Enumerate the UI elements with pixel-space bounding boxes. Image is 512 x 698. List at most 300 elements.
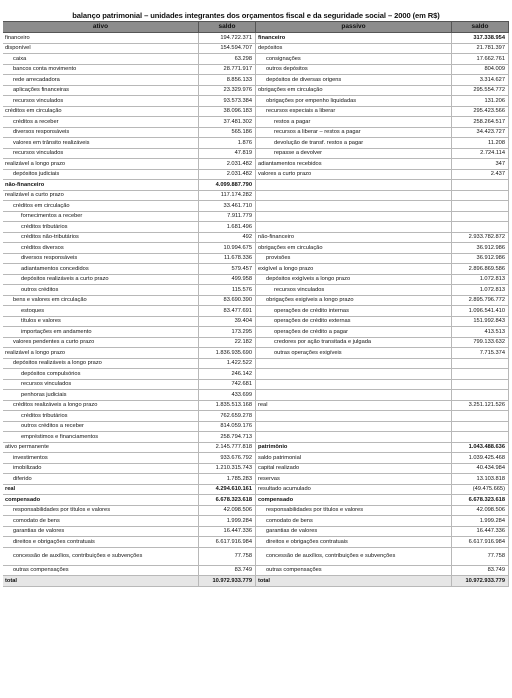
ativo-row-label: recursos vinculados xyxy=(3,380,199,390)
ativo-row xyxy=(3,443,256,454)
passivo-row-value: 6.617.916.984 xyxy=(452,537,509,547)
ativo-row xyxy=(3,264,256,275)
ativo-row-value: 77.758 xyxy=(199,548,256,565)
ativo-row-value: 1.835.513.168 xyxy=(199,401,256,411)
passivo-row-value xyxy=(452,201,509,211)
passivo-row xyxy=(256,317,509,328)
passivo-row-value: 13.103.818 xyxy=(452,474,509,484)
ativo-row xyxy=(3,548,256,566)
ativo-row-label: outros créditos a receber xyxy=(3,422,199,432)
ativo-row xyxy=(3,401,256,412)
passivo-row-label xyxy=(256,432,452,442)
ativo-row-label: depósitos judiciais xyxy=(3,170,199,180)
passivo-row xyxy=(256,275,509,286)
ativo-row-value: 83.477.691 xyxy=(199,306,256,316)
header-ativo-saldo: saldo xyxy=(199,22,256,32)
passivo-row-value: 258.264.517 xyxy=(452,117,509,127)
ativo-row-label: diversos responsáveis xyxy=(3,128,199,138)
ativo-row xyxy=(3,201,256,212)
ativo-row xyxy=(3,128,256,139)
ativo-row-value: 1.422.522 xyxy=(199,359,256,369)
passivo-row-label: obrigações em circulação xyxy=(256,86,452,96)
ativo-row-value: 39.404 xyxy=(199,317,256,327)
passivo-row xyxy=(256,306,509,317)
ativo-row-value: 1.785.283 xyxy=(199,474,256,484)
ativo-row-label: penhoras judiciais xyxy=(3,390,199,400)
passivo-row-label: credores por ação transitada e julgada xyxy=(256,338,452,348)
passivo-row-value: 347 xyxy=(452,159,509,169)
ativo-row xyxy=(3,317,256,328)
passivo-row xyxy=(256,222,509,233)
ativo-row-value: 16.447.336 xyxy=(199,527,256,537)
ativo-row-value: 8.856.133 xyxy=(199,75,256,85)
ativo-row-value: 1.876 xyxy=(199,138,256,148)
ativo-row-value: 762.659.278 xyxy=(199,411,256,421)
ativo-row-value: 814.059.176 xyxy=(199,422,256,432)
passivo-row xyxy=(256,86,509,97)
passivo-row xyxy=(256,359,509,370)
passivo-row xyxy=(256,54,509,65)
passivo-row-value: 2.895.796.772 xyxy=(452,296,509,306)
ativo-row xyxy=(3,506,256,517)
passivo-row-label xyxy=(256,380,452,390)
ativo-row xyxy=(3,369,256,380)
ativo-row xyxy=(3,65,256,76)
ativo-row-label: fornecimentos a receber xyxy=(3,212,199,222)
passivo-row-label: saldo patrimonial xyxy=(256,453,452,463)
ativo-row xyxy=(3,474,256,485)
passivo-row-value: 21.781.397 xyxy=(452,44,509,54)
passivo-row-value: 1.072.813 xyxy=(452,275,509,285)
passivo-row-label: recursos a liberar – restos a pagar xyxy=(256,128,452,138)
ativo-row-label: direitos e obrigações contratuais xyxy=(3,537,199,547)
ativo-row-value: 11.678.336 xyxy=(199,254,256,264)
ativo-row-label: realizável a curto prazo xyxy=(3,191,199,201)
ativo-column xyxy=(3,33,256,587)
ativo-row-label: realizável a longo prazo xyxy=(3,348,199,358)
passivo-row-label: recursos especiais a liberar xyxy=(256,107,452,117)
ativo-row xyxy=(3,390,256,401)
ativo-row-value: 33.461.710 xyxy=(199,201,256,211)
passivo-row xyxy=(256,369,509,380)
passivo-row-label: reservas xyxy=(256,474,452,484)
passivo-row-value xyxy=(452,212,509,222)
passivo-row-value: 42.098.506 xyxy=(452,506,509,516)
passivo-row-label: compensado xyxy=(256,495,452,505)
passivo-row-value xyxy=(452,380,509,390)
ativo-row-value: 10.994.675 xyxy=(199,243,256,253)
passivo-row xyxy=(256,506,509,517)
passivo-row-label: responsabilidades por títulos e valores xyxy=(256,506,452,516)
ativo-row xyxy=(3,338,256,349)
ativo-row-label: garantias de valores xyxy=(3,527,199,537)
ativo-row-label: não-financeiro xyxy=(3,180,199,190)
ativo-row-label: créditos tributários xyxy=(3,222,199,232)
passivo-row-label: consignações xyxy=(256,54,452,64)
ativo-row-value: 2.145.777.818 xyxy=(199,443,256,453)
ativo-row-label: créditos em circulação xyxy=(3,201,199,211)
ativo-row xyxy=(3,117,256,128)
ativo-row-label: total xyxy=(3,576,199,586)
page-title: balanço patrimonial – unidades integrantes dos orçamentos fiscal e da seguridade social – 2000 (em R$) xyxy=(72,11,440,20)
passivo-row-value: 3.314.627 xyxy=(452,75,509,85)
ativo-row-label: créditos tributários xyxy=(3,411,199,421)
ativo-row-value: 42.098.506 xyxy=(199,506,256,516)
passivo-row-label: não-financeiro xyxy=(256,233,452,243)
passivo-row-value: 413.513 xyxy=(452,327,509,337)
passivo-row-label: provisões xyxy=(256,254,452,264)
ativo-row xyxy=(3,432,256,443)
ativo-row-value: 10.972.933.779 xyxy=(199,576,256,586)
passivo-row xyxy=(256,380,509,391)
ativo-row-value: 6.617.916.984 xyxy=(199,537,256,547)
passivo-row xyxy=(256,107,509,118)
passivo-row xyxy=(256,149,509,160)
ativo-row-value: 933.676.792 xyxy=(199,453,256,463)
ativo-row-value: 2.031.482 xyxy=(199,170,256,180)
passivo-row-value: 7.715.374 xyxy=(452,348,509,358)
ativo-row-value: 83.690.390 xyxy=(199,296,256,306)
passivo-row xyxy=(256,422,509,433)
passivo-row-value: 11.208 xyxy=(452,138,509,148)
passivo-row xyxy=(256,453,509,464)
passivo-row-label: operações de crédito a pagar xyxy=(256,327,452,337)
passivo-row-label xyxy=(256,369,452,379)
ativo-row xyxy=(3,212,256,223)
passivo-row-value: 1.043.488.636 xyxy=(452,443,509,453)
ativo-row-label: créditos em circulação xyxy=(3,107,199,117)
ativo-row-value: 83.749 xyxy=(199,566,256,576)
ativo-row xyxy=(3,327,256,338)
ativo-row-value: 246.142 xyxy=(199,369,256,379)
passivo-row-label: capital realizado xyxy=(256,464,452,474)
passivo-row xyxy=(256,170,509,181)
passivo-row xyxy=(256,485,509,496)
ativo-row-value: 1.999.284 xyxy=(199,516,256,526)
passivo-row-label xyxy=(256,191,452,201)
passivo-row xyxy=(256,138,509,149)
passivo-row-value: 17.662.761 xyxy=(452,54,509,64)
ativo-row-label: disponível xyxy=(3,44,199,54)
ativo-row xyxy=(3,527,256,538)
passivo-row-value: 1.999.284 xyxy=(452,516,509,526)
passivo-row xyxy=(256,243,509,254)
header-passivo: passivo xyxy=(256,22,452,32)
ativo-row-value: 47.819 xyxy=(199,149,256,159)
ativo-row-label: créditos a receber xyxy=(3,117,199,127)
passivo-row-label: patrimônio xyxy=(256,443,452,453)
passivo-row-label: concessão de auxílios, contribuições e subvenções xyxy=(256,548,452,565)
ativo-row xyxy=(3,411,256,422)
passivo-row-label: valores a curto prazo xyxy=(256,170,452,180)
passivo-row-value: 10.972.933.779 xyxy=(452,576,509,586)
ativo-row-label: créditos diversos xyxy=(3,243,199,253)
ativo-row-value: 579.457 xyxy=(199,264,256,274)
ativo-row-label: investimentos xyxy=(3,453,199,463)
passivo-row xyxy=(256,254,509,265)
ativo-row-label: realizável a longo prazo xyxy=(3,159,199,169)
passivo-row-label xyxy=(256,180,452,190)
passivo-row xyxy=(256,390,509,401)
passivo-row xyxy=(256,411,509,422)
passivo-row xyxy=(256,159,509,170)
ativo-row-value: 37.481.302 xyxy=(199,117,256,127)
ativo-row-label: depósitos realizáveis a longo prazo xyxy=(3,359,199,369)
ativo-row-value: 742.681 xyxy=(199,380,256,390)
ativo-row-label: financeiro xyxy=(3,33,199,43)
passivo-row xyxy=(256,75,509,86)
passivo-row-value: 1.072.813 xyxy=(452,285,509,295)
passivo-row xyxy=(256,516,509,527)
ativo-row-value: 154.594.707 xyxy=(199,44,256,54)
ativo-row xyxy=(3,576,256,587)
ativo-row-value: 492 xyxy=(199,233,256,243)
table-header xyxy=(3,21,509,33)
passivo-row-label: devolução de transf. restos a pagar xyxy=(256,138,452,148)
passivo-row xyxy=(256,401,509,412)
passivo-row-label: depósitos de diversas origens xyxy=(256,75,452,85)
passivo-column xyxy=(256,33,509,587)
passivo-row-label: total xyxy=(256,576,452,586)
passivo-row xyxy=(256,33,509,44)
ativo-row-label: diversos responsáveis xyxy=(3,254,199,264)
passivo-row xyxy=(256,296,509,307)
ativo-row-label: outros créditos xyxy=(3,285,199,295)
ativo-row-value: 22.182 xyxy=(199,338,256,348)
passivo-row xyxy=(256,566,509,577)
ativo-row xyxy=(3,44,256,55)
passivo-row xyxy=(256,264,509,275)
passivo-row-value xyxy=(452,390,509,400)
ativo-row xyxy=(3,75,256,86)
ativo-row-label: ativo permanente xyxy=(3,443,199,453)
ativo-row-value: 6.678.323.618 xyxy=(199,495,256,505)
passivo-row-label xyxy=(256,422,452,432)
ativo-row xyxy=(3,359,256,370)
passivo-row-label: outras operações exigíveis xyxy=(256,348,452,358)
ativo-row xyxy=(3,233,256,244)
ativo-row-value: 173.295 xyxy=(199,327,256,337)
ativo-row xyxy=(3,86,256,97)
ativo-row xyxy=(3,170,256,181)
ativo-row-value: 1.210.315.743 xyxy=(199,464,256,474)
passivo-row-value: 2.437 xyxy=(452,170,509,180)
ativo-row xyxy=(3,285,256,296)
ativo-row xyxy=(3,537,256,548)
passivo-row-value: 36.912.986 xyxy=(452,254,509,264)
ativo-row-value: 1.681.496 xyxy=(199,222,256,232)
passivo-row-value: 131.206 xyxy=(452,96,509,106)
ativo-row-value: 7.911.779 xyxy=(199,212,256,222)
passivo-row xyxy=(256,576,509,587)
ativo-row-label: comodato de bens xyxy=(3,516,199,526)
passivo-row-value xyxy=(452,359,509,369)
passivo-row-value: 6.678.323.618 xyxy=(452,495,509,505)
passivo-row-label: obrigações exigíveis a longo prazo xyxy=(256,296,452,306)
ativo-row xyxy=(3,485,256,496)
passivo-row-value: 77.758 xyxy=(452,548,509,565)
ativo-row xyxy=(3,464,256,475)
ativo-row xyxy=(3,138,256,149)
ativo-row xyxy=(3,516,256,527)
passivo-row-label xyxy=(256,390,452,400)
ativo-row-label: responsabilidades por títulos e valores xyxy=(3,506,199,516)
ativo-row xyxy=(3,348,256,359)
ativo-row-value: 4.294.610.161 xyxy=(199,485,256,495)
ativo-row-label: empréstimos e financiamentos xyxy=(3,432,199,442)
passivo-row xyxy=(256,65,509,76)
ativo-row-label: títulos e valores xyxy=(3,317,199,327)
passivo-row xyxy=(256,474,509,485)
ativo-row xyxy=(3,306,256,317)
ativo-row xyxy=(3,54,256,65)
passivo-row-label: depósitos exigíveis a longo prazo xyxy=(256,275,452,285)
passivo-row-label: operações de crédito internas xyxy=(256,306,452,316)
passivo-row-value: 295.554.772 xyxy=(452,86,509,96)
passivo-row-label: outros depósitos xyxy=(256,65,452,75)
ativo-row xyxy=(3,159,256,170)
passivo-row-value xyxy=(452,369,509,379)
ativo-row xyxy=(3,495,256,506)
passivo-row-value: 1.096.541.410 xyxy=(452,306,509,316)
ativo-row-label: rede arrecadadora xyxy=(3,75,199,85)
passivo-row xyxy=(256,96,509,107)
passivo-row-value: (49.475.665) xyxy=(452,485,509,495)
passivo-row xyxy=(256,201,509,212)
passivo-row xyxy=(256,191,509,202)
passivo-row xyxy=(256,443,509,454)
ativo-row-label: valores pendentes a curto prazo xyxy=(3,338,199,348)
passivo-row xyxy=(256,285,509,296)
passivo-row-value xyxy=(452,180,509,190)
ativo-row xyxy=(3,33,256,44)
ativo-row-label: bancos conta movimento xyxy=(3,65,199,75)
ativo-row-value: 499.958 xyxy=(199,275,256,285)
ativo-row-label: concessão de auxílios, contribuições e subvenções xyxy=(3,548,199,565)
ativo-row xyxy=(3,191,256,202)
passivo-row xyxy=(256,44,509,55)
ativo-row xyxy=(3,296,256,307)
passivo-row-label: operações de crédito externas xyxy=(256,317,452,327)
passivo-row-label: real xyxy=(256,401,452,411)
ativo-row-value: 93.573.384 xyxy=(199,96,256,106)
passivo-row xyxy=(256,212,509,223)
passivo-row-value xyxy=(452,432,509,442)
passivo-row-value xyxy=(452,191,509,201)
ativo-row-value: 433.699 xyxy=(199,390,256,400)
passivo-row-value: 804.009 xyxy=(452,65,509,75)
ativo-row-value: 115.576 xyxy=(199,285,256,295)
passivo-row-label: recursos vinculados xyxy=(256,285,452,295)
ativo-row xyxy=(3,107,256,118)
ativo-row-label: caixa xyxy=(3,54,199,64)
passivo-row-label: garantias de valores xyxy=(256,527,452,537)
ativo-row-label: bens e valores em circulação xyxy=(3,296,199,306)
passivo-row xyxy=(256,180,509,191)
passivo-row-value: 1.039.425.468 xyxy=(452,453,509,463)
ativo-row-label: créditos não-tributários xyxy=(3,233,199,243)
passivo-row xyxy=(256,128,509,139)
passivo-row-value xyxy=(452,411,509,421)
passivo-row-label xyxy=(256,222,452,232)
passivo-row-label xyxy=(256,201,452,211)
ativo-row-value: 1.836.935.690 xyxy=(199,348,256,358)
passivo-row-label: repasse a devolver xyxy=(256,149,452,159)
passivo-row-value: 2.933.782.872 xyxy=(452,233,509,243)
passivo-row-label: depósitos xyxy=(256,44,452,54)
passivo-row-label xyxy=(256,359,452,369)
ativo-row-label: compensado xyxy=(3,495,199,505)
ativo-row-label: estoques xyxy=(3,306,199,316)
passivo-row-value: 295.423.566 xyxy=(452,107,509,117)
passivo-row-value: 34.423.727 xyxy=(452,128,509,138)
passivo-row-label: obrigações por empenho liquidadas xyxy=(256,96,452,106)
ativo-row-label: créditos realizáveis a longo prazo xyxy=(3,401,199,411)
passivo-row xyxy=(256,537,509,548)
passivo-row xyxy=(256,464,509,475)
ativo-row xyxy=(3,453,256,464)
passivo-row xyxy=(256,495,509,506)
ativo-row xyxy=(3,380,256,391)
passivo-row-value: 2.896.869.586 xyxy=(452,264,509,274)
passivo-row-label: adiantamentos recebidos xyxy=(256,159,452,169)
passivo-row-label: direitos e obrigações contratuais xyxy=(256,537,452,547)
ativo-row-value: 565.186 xyxy=(199,128,256,138)
passivo-row xyxy=(256,327,509,338)
ativo-row-value: 63.298 xyxy=(199,54,256,64)
passivo-row-value xyxy=(452,422,509,432)
ativo-row-label: imobilizado xyxy=(3,464,199,474)
passivo-row-label: comodato de bens xyxy=(256,516,452,526)
ativo-row-label: diferido xyxy=(3,474,199,484)
passivo-row-label xyxy=(256,411,452,421)
ativo-row-label: importações em andamento xyxy=(3,327,199,337)
passivo-row-value: 317.338.954 xyxy=(452,33,509,43)
ativo-row xyxy=(3,243,256,254)
passivo-row-value: 3.251.121.526 xyxy=(452,401,509,411)
ativo-row xyxy=(3,275,256,286)
ativo-row-value: 23.329.976 xyxy=(199,86,256,96)
header-passivo-saldo: saldo xyxy=(452,22,509,32)
ativo-row xyxy=(3,422,256,433)
ativo-row xyxy=(3,96,256,107)
passivo-row-value: 799.133.632 xyxy=(452,338,509,348)
passivo-row-label xyxy=(256,212,452,222)
passivo-row xyxy=(256,338,509,349)
passivo-row-label: outras compensações xyxy=(256,566,452,576)
ativo-row-label: outras compensações xyxy=(3,566,199,576)
ativo-row-value: 194.722.371 xyxy=(199,33,256,43)
passivo-row xyxy=(256,527,509,538)
ativo-row-label: aplicações financeiras xyxy=(3,86,199,96)
passivo-row-value: 2.724.114 xyxy=(452,149,509,159)
passivo-row-value: 16.447.336 xyxy=(452,527,509,537)
passivo-row-label: resultado acumulado xyxy=(256,485,452,495)
ativo-row xyxy=(3,222,256,233)
ativo-row-value: 4.099.887.790 xyxy=(199,180,256,190)
ativo-row-label: real xyxy=(3,485,199,495)
balance-sheet xyxy=(3,10,509,587)
ativo-row-label: recursos vinculados xyxy=(3,96,199,106)
ativo-row-label: recursos vinculados xyxy=(3,149,199,159)
passivo-row xyxy=(256,117,509,128)
passivo-row-value: 83.749 xyxy=(452,566,509,576)
passivo-row-label: obrigações em circulação xyxy=(256,243,452,253)
passivo-row-value: 36.912.986 xyxy=(452,243,509,253)
ativo-row-value: 2.031.482 xyxy=(199,159,256,169)
passivo-row-value: 151.992.843 xyxy=(452,317,509,327)
passivo-row xyxy=(256,348,509,359)
